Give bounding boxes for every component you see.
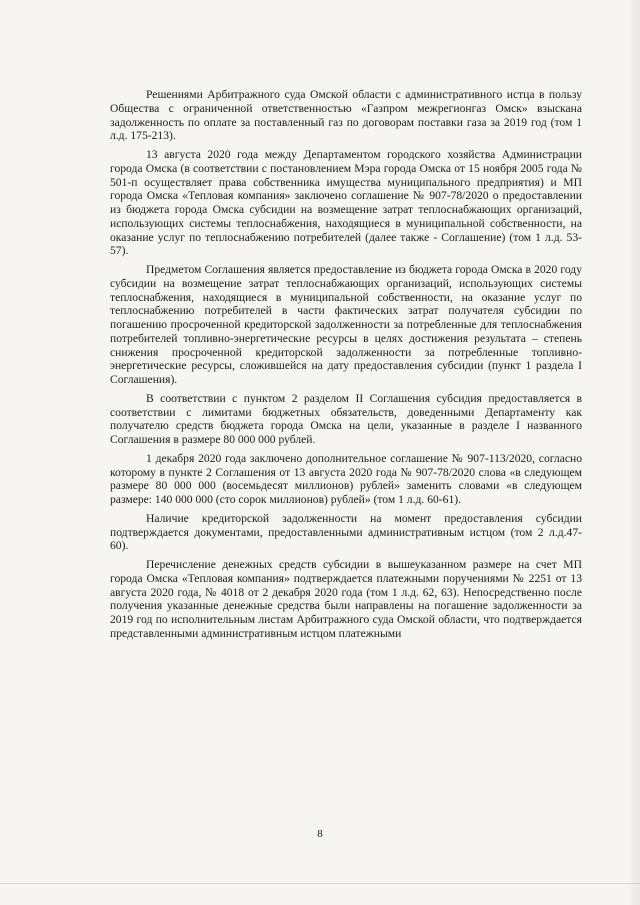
document-body	[110, 88, 582, 646]
paragraph: 13 августа 2020 года между Департаментом городского хозяйства Администрации города Омска (в соответствии с постановлением Мэра города Омска от 15 ноября 2005 года № 501-п осуществляет права собственника имущества муниципального предприятия) и МП города Омска «Тепловая компания» заключено соглашение № 907-78/2020 о предоставлении из бюджета города Омска субсидии на возмещение затрат теплоснабжающих организаций, использующих системы теплоснабжения, находящиеся в муниципальной собственности, на оказание услуг по теплоснабжению потребителей (далее также - Соглашение) (том 1 л.д. 53-57).	[110, 148, 582, 258]
paragraph: Решениями Арбитражного суда Омской области с административного истца в пользу Общества с ограниченной ответственностью «Газпром межрегионгаз Омск» взыскана задолженность по оплате за поставленный газ по договорам поставки газа за 2019 год (том 1 л.д. 175-213).	[110, 88, 582, 143]
paragraph: 1 декабря 2020 года заключено дополнительное соглашение № 907-113/2020, согласно которому в пункте 2 Соглашения от 13 августа 2020 года № 907-78/2020 слова «в следующем размере 80 000 000 (восемьдесят миллионов) рублей» заменить словами «в следующем размере: 140 000 000 (сто сорок миллионов) рублей» (том 1 л.д. 60-61).	[110, 451, 582, 506]
paragraph: Перечисление денежных средств субсидии в вышеуказанном размере на счет МП города Омска «Тепловая компания» подтверждается платежными поручениями № 2251 от 13 августа 2020 года, № 4018 от 2 декабря 2020 года (том 1 л.д. 62, 63). Непосредственно после получения указанные денежные средства были направлены на погашение задолженности за 2019 год по исполнительным листам Арбитражного суда Омской области, что подтверждается представленными административным истцом платежными	[110, 558, 582, 640]
paragraph: Наличие кредиторской задолженности на момент предоставления субсидии подтверждается документами, предоставленными административным истцом (том 2 л.д.47-60).	[110, 511, 582, 553]
scan-edge-shadow	[626, 0, 640, 905]
paragraph: В соответствии с пунктом 2 разделом II Соглашения субсидия предоставляется в соответствии с лимитами бюджетных обязательств, доведенными Департаменту как получателю средств бюджета города Омска на цели, указанные в разделе I названного Соглашения в размере 80 000 000 рублей.	[110, 391, 582, 446]
scan-bottom-edge	[0, 883, 640, 884]
paragraph: Предметом Соглашения является предоставление из бюджета города Омска в 2020 году субсидии на возмещение затрат теплоснабжающих организаций, использующих системы теплоснабжения, находящиеся в муниципальной собственности, на оказание услуг по теплоснабжению потребителей в части фактических затрат получателя субсидии по погашению просроченной кредиторской задолженности за потребленные для теплоснабжения потребителей топливно-энергетические ресурсы в целях достижения результата – степень снижения просроченной кредиторской задолженности за потребленные топливно-энергетические ресурсы, сложившейся на дату предоставления субсидии (пункт 1 раздела I Соглашения).	[110, 263, 582, 386]
page-number: 8	[317, 828, 323, 840]
